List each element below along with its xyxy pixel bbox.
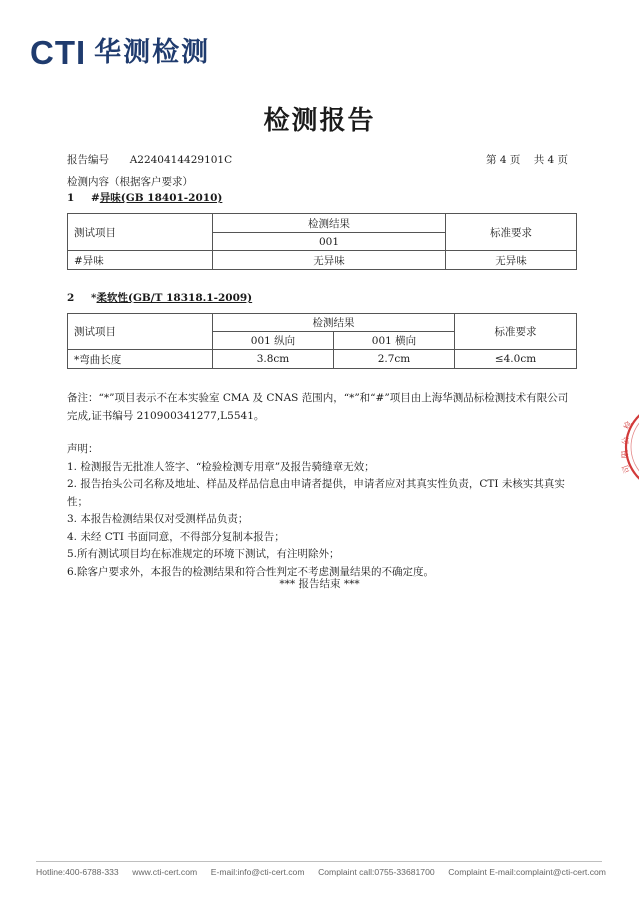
section-2-heading	[67, 290, 252, 305]
report-number-line	[67, 152, 232, 167]
declaration-heading: 声明：	[67, 443, 99, 455]
row-result: 无异味	[213, 251, 446, 270]
footer	[36, 867, 606, 877]
table-row	[68, 350, 577, 369]
report-end-marker: *** 报告结束 ***	[279, 578, 360, 590]
section-1-number: 1	[67, 192, 75, 204]
declaration-item: 6.除客户要求外，本报告的检测结果和符合性判定不考虑测量结果的不确定度。	[67, 565, 435, 578]
section-1-heading	[67, 190, 222, 205]
section-1-title: 异味(GB 18401-2010)	[99, 192, 223, 204]
section-2-title: 柔软性(GB/T 18318.1-2009)	[96, 292, 253, 304]
sample-id: 001	[213, 233, 446, 251]
col-standard: 标准要求	[446, 214, 577, 251]
footer-website: www.cti-cert.com	[132, 867, 198, 877]
svg-text:公: 公	[621, 436, 631, 446]
declaration-item: 5.所有测试项目均在标准规定的环境下测试，有注明除外；	[67, 548, 340, 560]
row-item: *弯曲长度	[68, 350, 213, 369]
col-test-item: 测试项目	[68, 214, 213, 251]
softness-table	[67, 313, 577, 369]
svg-text:限: 限	[620, 449, 630, 459]
col-result: 检测结果	[213, 314, 455, 332]
col-result: 检测结果	[213, 214, 446, 233]
footer-divider	[36, 861, 602, 862]
svg-text:检: 检	[622, 420, 634, 431]
report-number: A2240414429101C	[129, 154, 233, 166]
report-number-label: 报告编号	[67, 154, 109, 166]
seal-stamp	[608, 400, 639, 495]
odor-table	[67, 213, 577, 270]
section-2-number: 2	[67, 292, 75, 304]
row-result-transverse: 2.7cm	[334, 350, 455, 369]
logo-name-cn: 华测检测	[94, 37, 211, 68]
footer-complaint-email: Complaint E-mail:complaint@cti-cert.com	[448, 867, 606, 877]
footer-complaint-call: Complaint call:0755-33681700	[318, 867, 435, 877]
logo-brand: CTI	[30, 34, 87, 71]
declaration	[67, 441, 579, 581]
svg-text:司: 司	[620, 463, 632, 475]
row-item: #异味	[68, 251, 213, 270]
sub-col-longitudinal: 001 纵向	[213, 332, 334, 350]
declaration-item: 4. 未经 CTI 书面同意，不得部分复制本报告；	[67, 530, 285, 543]
col-test-item: 测试项目	[68, 314, 213, 350]
footer-email: E-mail:info@cti-cert.com	[210, 867, 305, 877]
cti-logo	[30, 36, 210, 70]
row-standard: 无异味	[446, 251, 577, 270]
page-info: 第 4 页 共 4 页	[486, 154, 569, 166]
declaration-item: 2. 报告抬头公司名称及地址、样品及样品信息由申请者提供，申请者应对其真实性负责，CTI 未核实其真实性；	[67, 478, 565, 508]
row-result-longitudinal: 3.8cm	[213, 350, 334, 369]
row-standard: ≤4.0cm	[455, 350, 577, 369]
section-1-prefix: #	[91, 192, 100, 204]
page-title: 检测报告	[263, 106, 376, 136]
declaration-item: 1. 检测报告无批准人签字、“检验检测专用章”及报告骑缝章无效；	[67, 460, 375, 473]
footer-hotline: Hotline:400-6788-333	[36, 867, 119, 877]
test-scope: 检测内容（根据客户要求）	[67, 176, 193, 188]
sub-col-transverse: 001 横向	[334, 332, 455, 350]
table-row	[68, 251, 577, 270]
declaration-item: 3. 本报告检测结果仅对受测样品负责；	[67, 513, 249, 525]
section-2-prefix: *	[91, 292, 97, 304]
remark: 备注：“*”项目表示不在本实验室 CMA 及 CNAS 范围内，“*”和“#”项目由上海华测品标检测技术有限公司完成,证书编号 210900341277,L5541。	[67, 392, 569, 422]
col-standard: 标准要求	[455, 314, 577, 350]
